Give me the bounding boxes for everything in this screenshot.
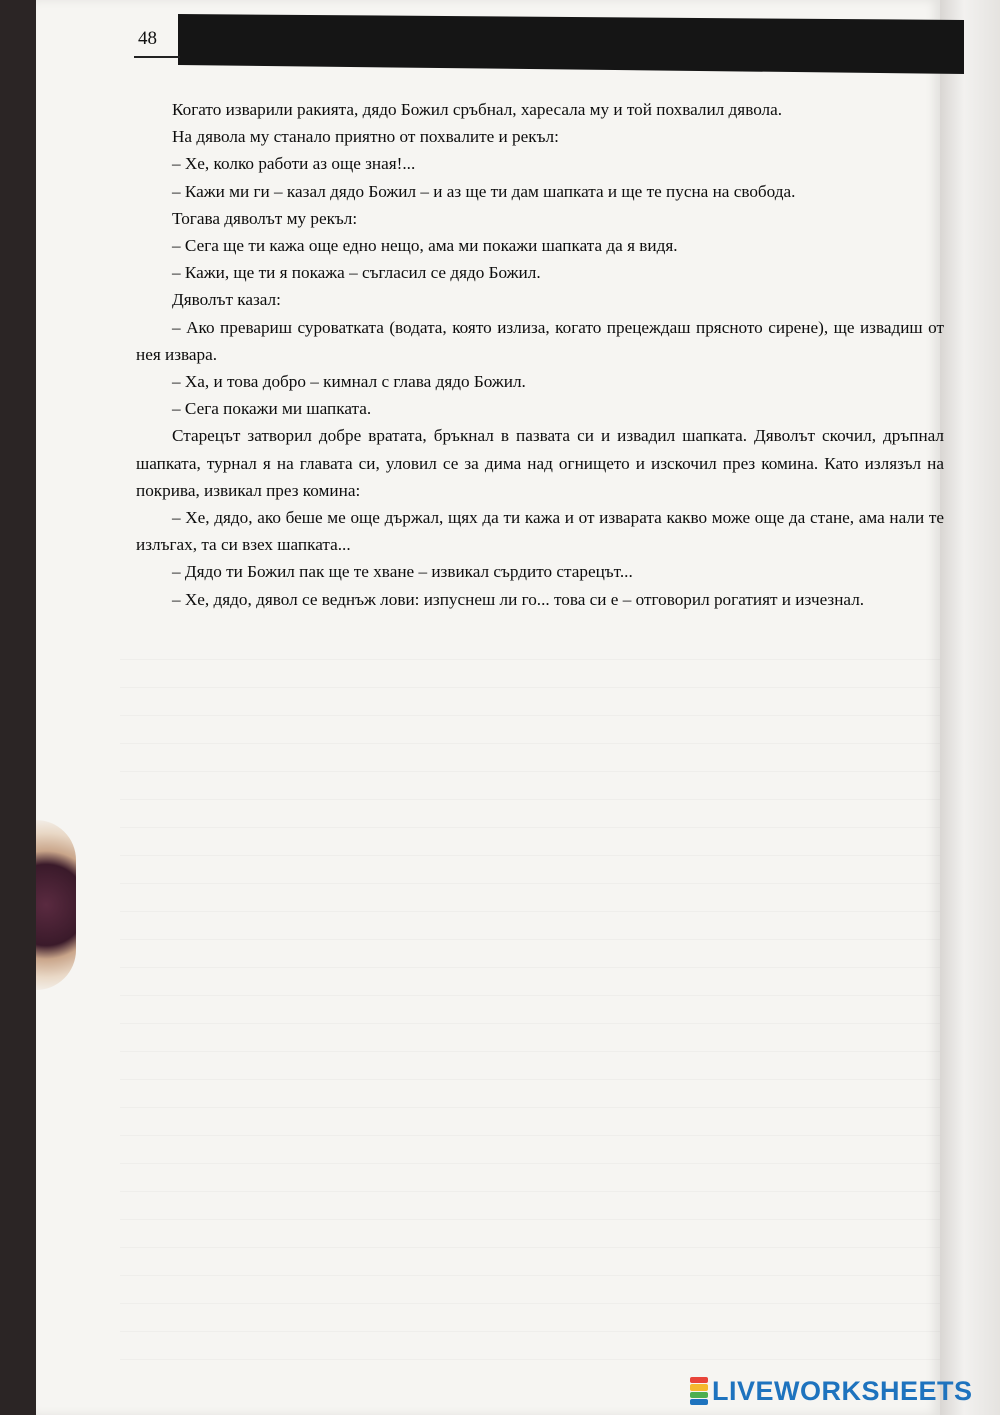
bleed-through-line [120,884,940,912]
paragraph: Тогава дяволът му рекъл: [172,208,358,228]
logo-stripe [690,1377,708,1383]
bleed-through-line [120,828,940,856]
paragraph: – Хе, дядо, ако беше ме още държал, щях да ти кажа и от изварата какво може още да стане, ама нали те излъгах, та си взех шапката... [136,508,944,555]
paragraph: – Хе, дядо, дявол се веднъж лови: изпуснеш ли го... това си е – отговорил рогатият и изчезнал. [172,589,865,609]
paragraph: На дявола му станало приятно от похвалите и рекъл: [172,127,559,147]
paragraph: – Хе, колко работи аз още зная!... [172,154,416,174]
logo-mark-icon [690,1377,708,1405]
bleed-through-line [120,856,940,884]
bleed-through-line [120,1304,940,1332]
paragraph: Старецът затворил добре вратата, бръкнал в пазвата си и извадил шапката. Дяволът скочил, дръпнал шапката, турнал я на главата си, уловил се за дима над огнището и изскочил през комина. Като излязъл на покрива, извикал през комина: [136,426,944,500]
bleed-through-line [120,1332,940,1360]
paragraph: – Кажи, ще ти я покажа – съгласил се дядо Божил. [172,263,541,283]
bleed-through-line [120,1052,940,1080]
story-text [136,96,944,613]
logo-stripe [690,1384,708,1390]
liveworksheets-logo[interactable] [690,1374,973,1408]
finger-shadow [36,820,76,990]
paragraph: – Ако превариш суроватката (водата, която излиза, когато прецеждаш прясното сирене), ще извадиш от нея извара. [136,317,944,364]
bleed-through-line [120,968,940,996]
logo-stripe [690,1399,708,1405]
bleed-through-line [120,1136,940,1164]
paragraph: Дяволът казал: [172,290,281,310]
bleed-through-line [120,688,940,716]
binder-edge [0,0,36,1415]
bleed-through-line [120,1024,940,1052]
bleed-through-line [120,744,940,772]
bleed-through-line [120,1192,940,1220]
bleed-through-text [120,632,940,1360]
paragraph: – Сега покажи ми шапката. [172,399,372,419]
bleed-through-line [120,912,940,940]
bleed-through-line [120,1164,940,1192]
paragraph: – Кажи ми ги – казал дядо Божил – и аз ще ти дам шапката и ще те пусна на свобода. [172,181,796,201]
paragraph: – Дядо ти Божил пак ще те хване – извикал сърдито старецът... [172,562,633,582]
bleed-through-line [120,996,940,1024]
header-band [178,14,964,74]
paragraph: – Сега ще ти кажа още едно нещо, ама ми покажи шапката да я видя. [172,236,678,256]
header-rule [134,56,180,58]
bleed-through-line [120,1220,940,1248]
bleed-through-line [120,660,940,688]
logo-text: LIVEWORKSHEETS [712,1375,973,1406]
logo-stripe [690,1392,708,1398]
bleed-through-line [120,716,940,744]
page-edge [940,0,1000,1415]
bleed-through-line [120,632,940,660]
bleed-through-line [120,772,940,800]
bleed-through-line [120,940,940,968]
paragraph: Когато изварили ракията, дядо Божил сръбнал, харесала му и той похвалил дявола. [172,100,783,119]
bleed-through-line [120,1276,940,1304]
page-number: 48 [138,28,157,49]
bleed-through-line [120,1248,940,1276]
bleed-through-line [120,800,940,828]
bleed-through-line [120,1108,940,1136]
paragraph: – Ха, и това добро – кимнал с глава дядо Божил. [172,372,526,392]
bleed-through-line [120,1080,940,1108]
